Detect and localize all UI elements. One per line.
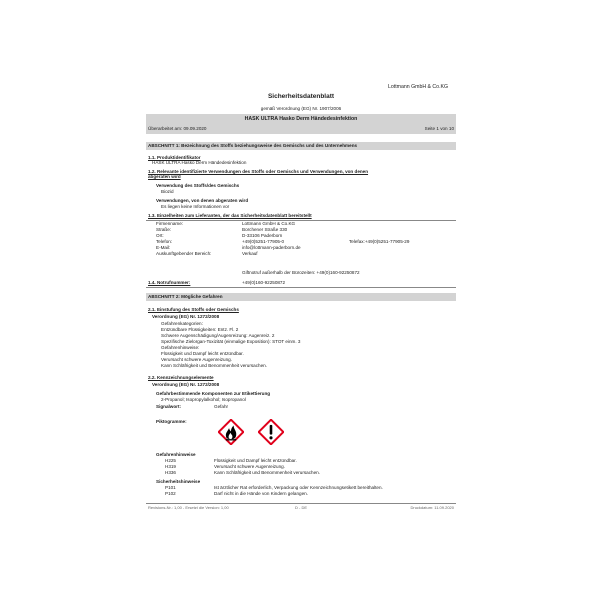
classification-line: Schwere Augenschädigung/Augenreizung: Augenreiz. 2 bbox=[161, 333, 275, 338]
company-name: Lottmann GmbH & Co.KG bbox=[388, 84, 448, 90]
components-label: Gefahrbestimmende Komponenten zur Etikettierung bbox=[156, 391, 271, 396]
hazard-code: H225 bbox=[165, 458, 176, 463]
supplier-label: Telefon: bbox=[156, 239, 173, 244]
advised-against-value: Es liegen keine Informationen vor bbox=[161, 204, 230, 209]
hazard-code: H336 bbox=[165, 470, 176, 475]
supplier-value: +49(0)5251-77905-0 bbox=[242, 239, 285, 244]
supplier-label: Auskunftgebender Bereich: bbox=[156, 251, 212, 256]
advised-against-label: Verwendungen, von denen abgeraten wird bbox=[156, 198, 249, 203]
fax-number: Telefax:+49(0)5251-77905-29 bbox=[349, 239, 410, 244]
footer-country: D - DE bbox=[295, 505, 307, 510]
page-number: Seite 1 von 10 bbox=[424, 126, 454, 131]
supplier-label: Firmenname: bbox=[156, 221, 184, 226]
precaution-text: Darf nicht in die Hände von Kindern gelangen. bbox=[214, 491, 308, 496]
classification-line: Gefahrenhinweise: bbox=[161, 345, 200, 350]
precautions-label: Sicherheitshinweise bbox=[156, 479, 201, 484]
supplier-label: E-Mail: bbox=[156, 245, 171, 250]
precaution-code: P102 bbox=[165, 491, 176, 496]
s12-title-2: abgeraten wird bbox=[148, 174, 181, 179]
footer-print-date: Druckdatum: 11.09.2020 bbox=[410, 505, 454, 510]
classification-line: Verursacht schwere Augenreizung. bbox=[161, 357, 232, 362]
signal-word-label: Signalwort: bbox=[156, 404, 182, 409]
signal-word-value: Gefahr bbox=[214, 404, 229, 409]
precaution-code: P101 bbox=[165, 485, 176, 490]
supplier-value: Borchener Straße 330 bbox=[242, 227, 288, 232]
hazard-text: Kann Schläfrigkeit und Benommenheit verursachen. bbox=[214, 470, 320, 475]
regulation-label: Verordnung (EG) Nr. 1272/2008 bbox=[152, 314, 220, 319]
hazard-text: Flüssigkeit und Dampf leicht entzündbar. bbox=[214, 458, 297, 463]
s12-title-1: 1.2. Relevante identifizierte Verwendungen des Stoffs oder Gemischs und Verwendungen, von denen bbox=[148, 169, 369, 174]
divider bbox=[146, 220, 456, 221]
footer-divider bbox=[146, 503, 456, 504]
supplier-value: Verkauf bbox=[242, 251, 258, 256]
use-value: Biozid bbox=[161, 189, 174, 194]
section2-title: ABSCHNITT 2: Mögliche Gefahren bbox=[148, 294, 223, 299]
hazard-statements-label: Gefahrenhinweise bbox=[156, 452, 196, 457]
classification-line: Spezifische Zielorgan-Toxizität (einmalige Exposition): STOT einm. 3 bbox=[161, 339, 301, 344]
section1-title: ABSCHNITT 1: Bezeichnung des Stoffs beziehungsweise des Gemischs und des Unternehmens bbox=[148, 143, 358, 148]
s11-title: 1.1. Produktidentifikator bbox=[148, 155, 201, 160]
supplier-value: Lottmann GmbH & Co.KG bbox=[242, 221, 296, 226]
s11-value: HASK ULTRA Hasko Derm Händedesinfektion bbox=[152, 160, 247, 165]
supplier-value: D-33106 Paderborn bbox=[242, 233, 283, 238]
hazard-code: H319 bbox=[165, 464, 176, 469]
footer-revision: Revisions-Nr.: 1,00 - Ersetzt die Version: 1,00 bbox=[148, 505, 229, 510]
s14-title: 1.4. Notrufnummer: bbox=[148, 280, 191, 285]
supplier-value: info@lottmann-paderborn.de bbox=[242, 245, 301, 250]
s13-title: 1.3. Einzelheiten zum Lieferanten, der das Sicherheitsdatenblatt bereitstellt bbox=[148, 213, 312, 218]
pictograms-label: Piktogramme: bbox=[156, 419, 187, 424]
components-value: 2-Propanol; Isopropylalkohol; Isopropanol bbox=[161, 397, 246, 402]
exclamation-icon bbox=[258, 419, 284, 445]
s21-title: 2.1. Einstufung des Stoffs oder Gemischs bbox=[148, 307, 239, 312]
s22-title: 2.2. Kennzeichnungselemente bbox=[148, 375, 214, 380]
flame-icon bbox=[218, 419, 244, 445]
s14-value: +49(0)160-92250872 bbox=[242, 280, 286, 285]
safety-data-sheet-page bbox=[142, 74, 460, 526]
supplier-label: Straße: bbox=[156, 227, 172, 232]
use-label: Verwendung des Stoffs/des Gemischs bbox=[156, 183, 240, 188]
supplier-label: Ort: bbox=[156, 233, 164, 238]
classification-line: Kann Schläfrigkeit und Benommenheit verursachen. bbox=[161, 363, 267, 368]
hazard-text: Verursacht schwere Augenreizung. bbox=[214, 464, 285, 469]
classification-line: Entzündbare Flüssigkeiten: Entz. Fl. 2 bbox=[161, 327, 239, 332]
divider bbox=[146, 287, 456, 288]
document-title: Sicherheitsdatenblatt bbox=[267, 93, 335, 100]
product-name: HASK ULTRA Hasko Derm Händedesinfektion bbox=[244, 116, 358, 122]
classification-line: Gefahrenkategorien: bbox=[161, 321, 203, 326]
revised-date: Überarbeitet am: 09.09.2020 bbox=[148, 126, 207, 131]
regulation-line: gemäß Verordnung (EG) Nr. 1907/2006 bbox=[260, 106, 342, 111]
precaution-text: Ist ärztlicher Rat erforderlich, Verpackung oder Kennzeichnungsetikett bereithalten. bbox=[214, 485, 383, 490]
classification-line: Flüssigkeit und Dampf leicht entzündbar. bbox=[161, 351, 244, 356]
emergency-note: Giftnotruf außerhalb der Bürozeiten: +49(0)160-92250872 bbox=[242, 270, 360, 275]
regulation-label: Verordnung (EG) Nr. 1272/2008 bbox=[152, 382, 220, 387]
